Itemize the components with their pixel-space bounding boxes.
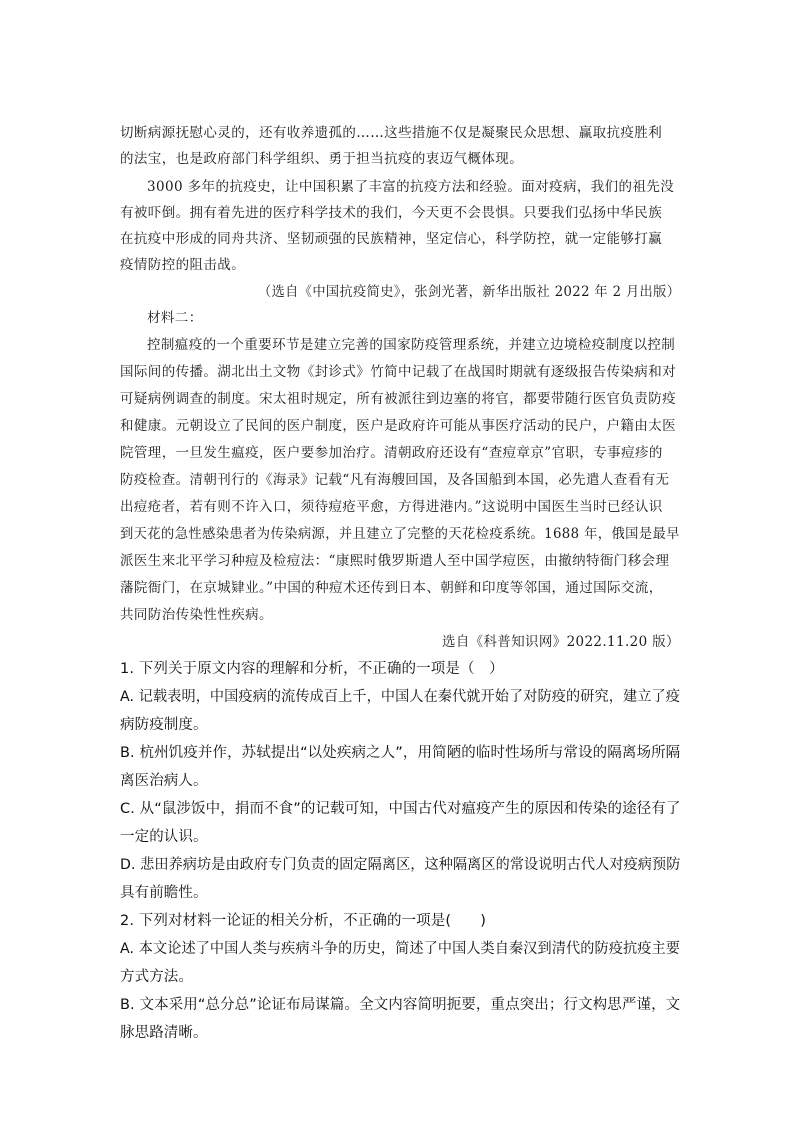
passage-line: 院管理，一旦发生瘟疫，医户要参加治疗。清朝政府还设有“查痘章京”官职，专事痘疹的 xyxy=(120,445,663,461)
passage-line: 控制瘟疫的一个重要环节是建立完善的国家防疫管理系统，并建立边境检疫制度以控制 xyxy=(147,337,676,353)
question-1-option-b-cont: 离医治病人。 xyxy=(120,773,208,789)
passage-line: 3000 多年的抗疫史，让中国积累了丰富的抗疫方法和经验。面对疫病，我们的祖先没 xyxy=(147,179,675,195)
question-1-stem: 1. 下列关于原文内容的理解和分析，不正确的一项是（ ） xyxy=(120,661,504,677)
passage-line: 疫情防控的阻击战。 xyxy=(120,257,246,273)
question-1-option-c-cont: 一定的认识。 xyxy=(120,829,208,845)
question-2-option-a: A. 本文论述了中国人类与疾病斗争的历史，简述了中国人类自秦汉到清代的防疫抗疫主要 xyxy=(120,941,680,957)
passage-line: 共同防治传染性性疾病。 xyxy=(120,607,273,623)
question-1-option-c: C. 从“鼠涉饭中，捐而不食”的记载可知，中国古代对瘟疫产生的原因和传染的途径有了 xyxy=(120,801,681,817)
question-2-stem: 2. 下列对材料一论证的相关分析，不正确的一项是( ) xyxy=(120,913,487,929)
passage-line: 藩院衙门，在京城肄业。”中国的种痘术还传到日本、朝鲜和印度等邻国，通过国际交流， xyxy=(120,580,663,596)
passage-line: 防疫检查。清朝刊行的《海录》记载“凡有海艘回国，及各国船到本国，必先遣人查看有无 xyxy=(120,472,670,488)
question-2-option-b-cont: 脉思路清晰。 xyxy=(120,1025,208,1041)
passage-line: 到天花的急性感染患者为传染病源，并且建立了完整的天花检疫系统。1688 年，俄国是最早 xyxy=(120,526,680,542)
source-citation-2: 选自《科普知识网》2022.11.20 版） xyxy=(442,634,680,650)
passage-line: 切断病源抚慰心灵的，还有收养遗孤的……这些措施不仅是凝聚民众思想、赢取抗疫胜利 xyxy=(120,125,663,141)
question-2-option-b: B. 文本采用“总分总”论证布局谋篇。全文内容简明扼要，重点突出；行文构思严谨，文 xyxy=(120,997,681,1013)
question-1-option-b: B. 杭州饥疫并作，苏轼提出“以处疾病之人”，用简陋的临时性场所与常设的隔离场所隔 xyxy=(120,745,681,761)
question-2-option-a-cont: 方式方法。 xyxy=(120,969,193,985)
question-1-option-d: D. 悲田养病坊是由政府专门负责的固定隔离区，这种隔离区的常设说明古代人对疫病预防 xyxy=(120,857,681,873)
question-1-option-a-cont: 病防疫制度。 xyxy=(120,717,208,733)
passage-line: 国际间的传播。湖北出土文物《封诊式》竹简中记载了在战国时期就有逐级报告传染病和对 xyxy=(120,364,676,380)
passage-line: 和健康。元朝设立了民间的医户制度，医户是政府许可能从事医疗活动的民户，户籍由太医 xyxy=(120,418,676,434)
material-2-heading: 材料二： xyxy=(147,310,203,326)
passage-line: 可疑病例调查的制度。宋太祖时规定，所有被派往到边塞的将官，都要带随行医官负责防疫 xyxy=(120,391,676,407)
source-citation-1: （选自《中国抗疫简史》，张剑光著，新华出版社 2022 年 2 月出版） xyxy=(258,284,681,300)
passage-line: 有被吓倒。拥有着先进的医疗科学技术的我们，今天更不会畏惧。只要我们弘扬中华民族 xyxy=(120,205,663,221)
passage-line: 的法宝，也是政府部门科学组织、勇于担当抗疫的衷迈气概体现。 xyxy=(120,151,524,167)
passage-line: 出痘疮者，若有则不许入口，须待痘疮平愈，方得进港内。”这说明中国医生当时已经认识 xyxy=(120,499,663,515)
passage-line: 在抗疫中形成的同舟共济、坚韧顽强的民族精神，坚定信心，科学防控，就一定能够打赢 xyxy=(120,231,663,247)
question-1-option-a: A. 记载表明，中国疫病的流传成百上千，中国人在秦代就开始了对防疫的研究，建立了疫 xyxy=(120,689,680,705)
question-1-option-d-cont: 具有前瞻性。 xyxy=(120,885,208,901)
passage-line: 派医生来北平学习种痘及检痘法：“康熙时俄罗斯遣人至中国学痘医，由撤纳特衙门移会理 xyxy=(120,553,670,569)
